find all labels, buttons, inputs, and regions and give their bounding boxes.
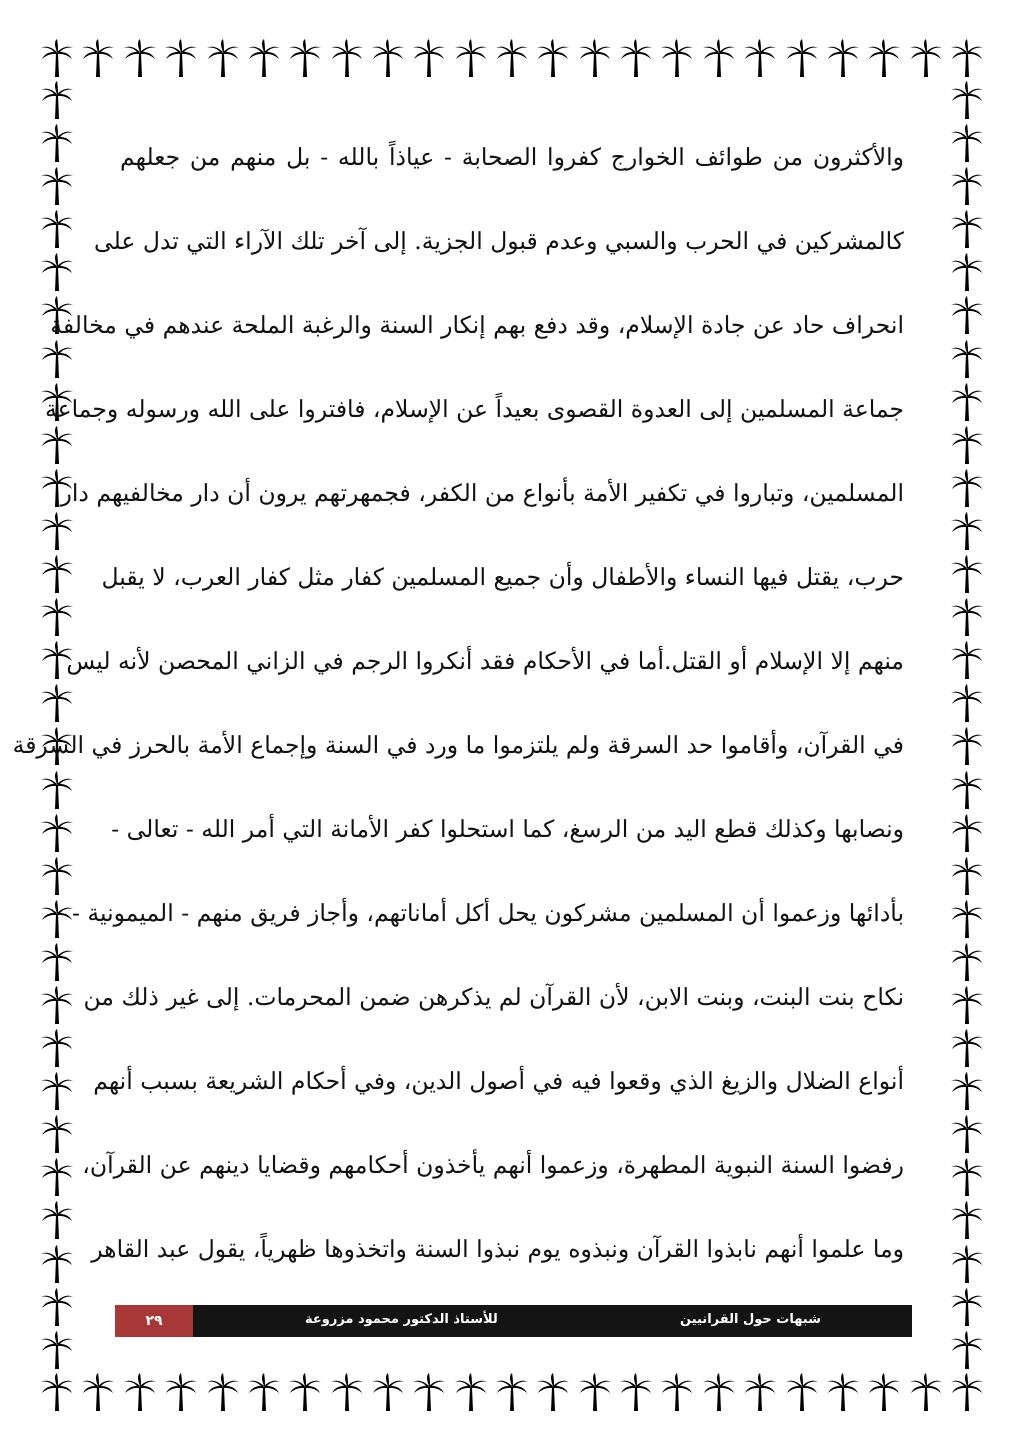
- palm-tree-icon: [950, 1287, 984, 1327]
- palm-tree-icon: [578, 1372, 612, 1412]
- palm-tree-icon: [950, 985, 984, 1025]
- palm-tree-icon: [288, 1372, 322, 1412]
- text-line: بأدائها وزعموا أن المسلمين مشركون يحل أكل أماناتهم، وأجاز فريق منهم - الميمونية -: [72, 899, 904, 927]
- palm-tree-icon: [40, 1028, 74, 1068]
- palm-tree-icon: [950, 899, 984, 939]
- palm-tree-icon: [743, 38, 777, 78]
- palm-tree-icon: [40, 942, 74, 982]
- page-number: ٢٩: [115, 1305, 193, 1337]
- palm-tree-icon: [950, 1028, 984, 1068]
- palm-tree-icon: [330, 38, 364, 78]
- text-line: انحراف حاد عن جادة الإسلام، وقد دفع بهم إنكار السنة والرغبة الملحة عندهم في مخالفة: [50, 311, 904, 339]
- palm-tree-icon: [40, 813, 74, 853]
- palm-tree-icon: [950, 856, 984, 896]
- palm-tree-icon: [950, 425, 984, 465]
- palm-tree-icon: [950, 813, 984, 853]
- palm-tree-icon: [40, 1244, 74, 1284]
- footer-author: للأستاذ الدكتور محمود مزروعة: [305, 1312, 498, 1327]
- palm-tree-icon: [826, 38, 860, 78]
- palm-tree-icon: [40, 1372, 74, 1412]
- palm-tree-icon: [950, 683, 984, 723]
- palm-tree-icon: [330, 1372, 364, 1412]
- palm-tree-icon: [619, 38, 653, 78]
- palm-tree-icon: [164, 1372, 198, 1412]
- palm-tree-icon: [40, 985, 74, 1025]
- text-line: وما علموا أنهم نابذوا القرآن ونبذوه يوم نبذوا السنة واتخذوها ظهرياً، يقول عبد القاهر: [91, 1235, 904, 1263]
- palm-tree-icon: [950, 554, 984, 594]
- text-line: في القرآن، وأقاموا حد السرقة ولم يلتزموا ما ورد في السنة وإجماع الأمة بالحرز في السرقة: [12, 731, 904, 759]
- palm-tree-icon: [40, 38, 74, 78]
- palm-tree-icon: [950, 123, 984, 163]
- palm-tree-icon: [454, 38, 488, 78]
- page-footer: [115, 1305, 912, 1337]
- palm-tree-icon: [785, 38, 819, 78]
- palm-tree-icon: [81, 1372, 115, 1412]
- palm-tree-icon: [950, 468, 984, 508]
- text-line: ونصابها وكذلك قطع اليد من الرسغ، كما استحلوا كفر الأمانة التي أمر الله - تعالى -: [111, 815, 904, 843]
- border-top: [40, 38, 984, 80]
- palm-tree-icon: [950, 166, 984, 206]
- palm-tree-icon: [40, 1200, 74, 1240]
- palm-tree-icon: [950, 942, 984, 982]
- palm-tree-icon: [950, 382, 984, 422]
- palm-tree-icon: [495, 38, 529, 78]
- palm-tree-icon: [123, 1372, 157, 1412]
- palm-tree-icon: [40, 1287, 74, 1327]
- text-line: حرب، يقتل فيها النساء والأطفال وأن جميع المسلمين كفار مثل كفار العرب، لا يقبل: [101, 563, 904, 591]
- text-line: رفضوا السنة النبوية المطهرة، وزعموا أنهم يأخذون أحكامهم وقضايا دينهم عن القرآن،: [82, 1151, 904, 1179]
- palm-tree-icon: [950, 339, 984, 379]
- palm-tree-icon: [40, 1114, 74, 1154]
- palm-tree-icon: [950, 1157, 984, 1197]
- palm-tree-icon: [702, 38, 736, 78]
- palm-tree-icon: [536, 1372, 570, 1412]
- palm-tree-icon: [40, 123, 74, 163]
- palm-tree-icon: [40, 209, 74, 249]
- palm-tree-icon: [206, 1372, 240, 1412]
- palm-tree-icon: [950, 80, 984, 120]
- palm-tree-icon: [40, 166, 74, 206]
- palm-tree-icon: [164, 38, 198, 78]
- palm-tree-icon: [247, 38, 281, 78]
- palm-tree-icon: [867, 38, 901, 78]
- palm-tree-icon: [702, 1372, 736, 1412]
- palm-tree-icon: [660, 38, 694, 78]
- palm-tree-icon: [867, 1372, 901, 1412]
- palm-tree-icon: [40, 899, 74, 939]
- palm-tree-icon: [909, 1372, 943, 1412]
- footer-book-title: شبهات حول القرانيين: [680, 1312, 821, 1327]
- palm-tree-icon: [950, 1244, 984, 1284]
- palm-tree-icon: [40, 252, 74, 292]
- palm-tree-icon: [40, 856, 74, 896]
- palm-tree-icon: [247, 1372, 281, 1412]
- palm-tree-icon: [40, 1071, 74, 1111]
- palm-tree-icon: [909, 38, 943, 78]
- palm-tree-icon: [743, 1372, 777, 1412]
- text-line: كالمشركين في الحرب والسبي وعدم قبول الجزية. إلى آخر تلك الآراء التي تدل على: [94, 227, 904, 255]
- palm-tree-icon: [619, 1372, 653, 1412]
- palm-tree-icon: [412, 1372, 446, 1412]
- palm-tree-icon: [81, 38, 115, 78]
- palm-tree-icon: [950, 1200, 984, 1240]
- palm-tree-icon: [578, 38, 612, 78]
- palm-tree-icon: [40, 80, 74, 120]
- palm-tree-icon: [950, 640, 984, 680]
- palm-tree-icon: [123, 38, 157, 78]
- palm-tree-icon: [288, 38, 322, 78]
- palm-tree-icon: [950, 38, 984, 78]
- border-bottom: [40, 1372, 984, 1414]
- palm-tree-icon: [950, 209, 984, 249]
- palm-tree-icon: [950, 511, 984, 551]
- palm-tree-icon: [412, 38, 446, 78]
- palm-tree-icon: [371, 38, 405, 78]
- palm-tree-icon: [826, 1372, 860, 1412]
- palm-tree-icon: [950, 1114, 984, 1154]
- text-line: جماعة المسلمين إلى العدوة القصوى بعيداً عن الإسلام، فافتروا على الله ورسوله وجماعة: [45, 395, 904, 423]
- palm-tree-icon: [950, 1071, 984, 1111]
- palm-tree-icon: [950, 252, 984, 292]
- palm-tree-icon: [950, 726, 984, 766]
- palm-tree-icon: [950, 597, 984, 637]
- palm-tree-icon: [495, 1372, 529, 1412]
- palm-tree-icon: [40, 1330, 74, 1370]
- palm-tree-icon: [950, 1330, 984, 1370]
- text-line: نكاح بنت البنت، وبنت الابن، لأن القرآن لم يذكرهن ضمن المحرمات. إلى غير ذلك من: [83, 983, 904, 1011]
- palm-tree-icon: [40, 554, 74, 594]
- palm-tree-icon: [206, 38, 240, 78]
- palm-tree-icon: [536, 38, 570, 78]
- text-line: منهم إلا الإسلام أو القتل.أما في الأحكام فقد أنكروا الرجم في الزاني المحصن لأنه ليس: [66, 647, 904, 675]
- body-text: [12, 125, 904, 1301]
- palm-tree-icon: [785, 1372, 819, 1412]
- palm-tree-icon: [950, 295, 984, 335]
- palm-tree-icon: [40, 1157, 74, 1197]
- palm-tree-icon: [371, 1372, 405, 1412]
- text-line: والأكثرون من طوائف الخوارج كفروا الصحابة - عياذاً بالله - بل منهم من جعلهم: [120, 143, 904, 171]
- palm-tree-icon: [454, 1372, 488, 1412]
- border-right: [950, 80, 984, 1370]
- palm-tree-icon: [950, 770, 984, 810]
- palm-tree-icon: [950, 1372, 984, 1412]
- palm-tree-icon: [660, 1372, 694, 1412]
- text-line: أنواع الضلال والزيغ الذي وقعوا فيه في أصول الدين، وفي أحكام الشريعة بسبب أنهم: [93, 1067, 904, 1095]
- text-line: المسلمين، وتباروا في تكفير الأمة بأنواع من الكفر، فجمهرتهم يرون أن دار مخالفيهم دار: [60, 479, 904, 507]
